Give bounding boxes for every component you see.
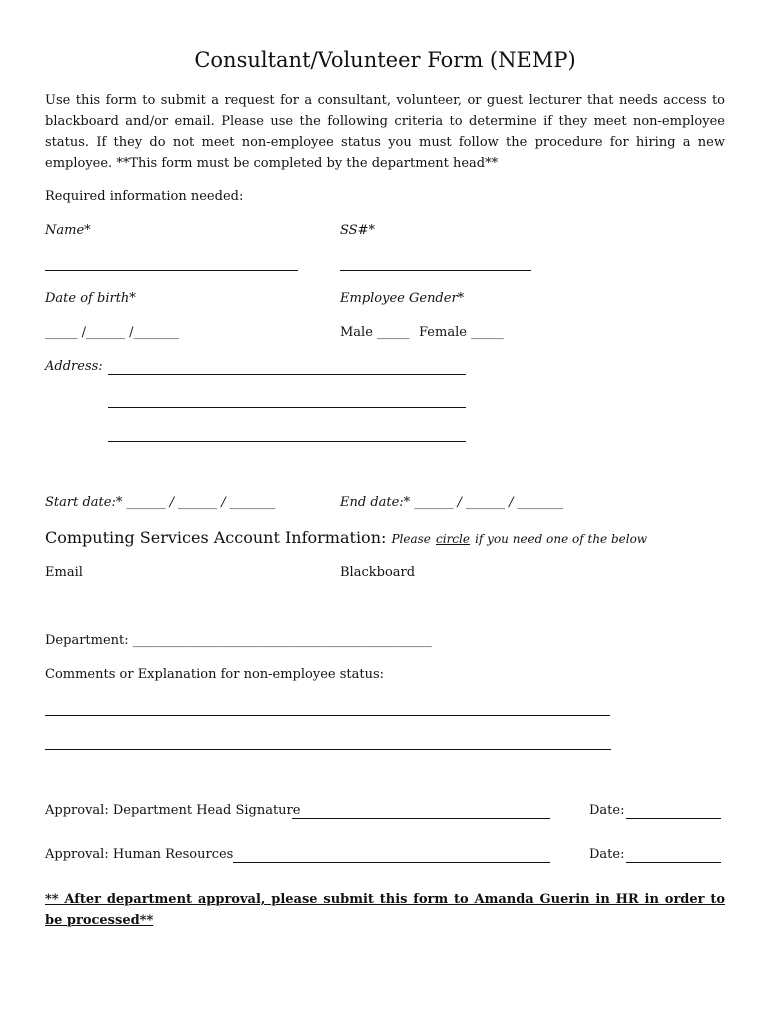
intro-paragraph: Use this form to submit a request for a consultant, volunteer, or guest lecturer that needs access to blackboard and/or email. Please use the following criteria to determine if they meet non-employee status. If they do not meet non-employee status you must follow the procedure for hiring a new employee. **This form must be completed by the department head** <box>45 93 725 171</box>
address-line-1[interactable] <box>108 374 466 375</box>
account-info-line <box>45 528 647 547</box>
blackboard-option[interactable]: Blackboard <box>340 565 416 580</box>
dob-label: Date of birth* <box>45 291 136 306</box>
hr-date-field[interactable] <box>626 862 721 863</box>
hr-date-label: Date: <box>589 847 625 862</box>
form-title: Consultant/Volunteer Form (NEMP) <box>194 48 576 72</box>
hr-approval-label: Approval: Human Resources <box>45 847 234 862</box>
ssn-label: SS#* <box>340 223 375 238</box>
address-line-3[interactable] <box>108 441 466 442</box>
dept-head-date-label: Date: <box>589 803 625 818</box>
submission-note: ** After department approval, please submit this form to Amanda Guerin in HR in order to be processed** <box>45 892 725 928</box>
hr-signature-field[interactable] <box>233 862 550 863</box>
account-note-circle: circle <box>436 532 470 546</box>
ssn-field[interactable] <box>340 270 531 271</box>
name-label: Name* <box>45 223 91 238</box>
comments-line-2[interactable] <box>45 749 611 750</box>
required-info-label: Required information needed: <box>45 189 244 204</box>
dept-head-approval-label: Approval: Department Head Signature <box>45 803 301 818</box>
dept-head-date-field[interactable] <box>626 818 721 819</box>
end-date-field[interactable]: End date:* ______ / ______ / _______ <box>340 495 564 510</box>
female-option[interactable]: Female _____ <box>419 325 504 340</box>
name-field[interactable] <box>45 270 298 271</box>
dept-head-signature-field[interactable] <box>292 818 550 819</box>
start-date-field[interactable]: Start date:* ______ / ______ / _______ <box>45 495 276 510</box>
comments-line-1[interactable] <box>45 715 610 716</box>
account-note-pre: Please <box>391 532 431 546</box>
department-field[interactable]: Department: ______________________________________________ <box>45 633 432 648</box>
account-note-post: if you need one of the below <box>475 532 648 546</box>
gender-label: Employee Gender* <box>340 291 465 306</box>
email-option[interactable]: Email <box>45 565 83 580</box>
account-heading: Computing Services Account Information: <box>45 528 387 547</box>
comments-label: Comments or Explanation for non-employee status: <box>45 667 385 682</box>
dob-field[interactable]: _____ /______ /_______ <box>45 325 180 340</box>
address-label: Address: <box>45 359 103 374</box>
male-option[interactable]: Male _____ <box>340 325 410 340</box>
address-line-2[interactable] <box>108 407 466 408</box>
